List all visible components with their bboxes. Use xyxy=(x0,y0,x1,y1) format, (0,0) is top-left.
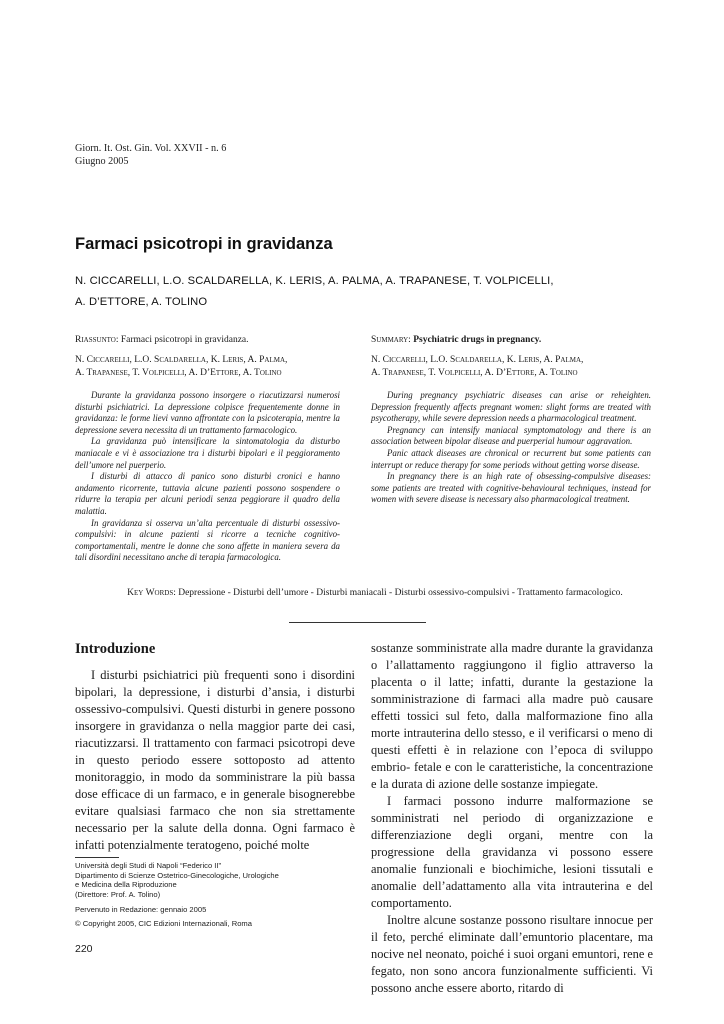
summary-text xyxy=(371,390,651,506)
summary-authors xyxy=(371,354,651,380)
riassunto-heading xyxy=(75,335,340,345)
riassunto-title: Farmaci psicotropi in gravidanza. xyxy=(120,335,249,345)
riassunto-authors-line-2: A. Trapanese, T. Volpicelli, A. D’Ettore, A. Tolino xyxy=(75,368,282,378)
page-number: 220 xyxy=(75,943,93,955)
affiliation-line: (Direttore: Prof. A. Tolino) xyxy=(75,889,161,899)
article-authors xyxy=(75,271,655,313)
summary-authors-line-1: N. Ciccarelli, L.O. Scaldarella, K. Leris, A. Palma, xyxy=(371,355,584,365)
riassunto-authors-line-1: N. Ciccarelli, L.O. Scaldarella, K. Leris, A. Palma, xyxy=(75,355,288,365)
copyright: © Copyright 2005, CIC Edizioni Internazionali, Roma xyxy=(75,919,252,928)
journal-citation xyxy=(75,143,226,168)
received-date: Pervenuto in Redazione: gennaio 2005 xyxy=(75,905,207,914)
affiliation-line: e Medicina della Riproduzione xyxy=(75,880,177,889)
summary-paragraph: In pregnancy there is an high rate of obsessing-compulsive diseases: some patients are treated with cognitive-behavioural techniques, instead for women with severe disease is necessary also pharmacological treatment. xyxy=(371,471,651,505)
keywords xyxy=(75,588,675,598)
body-column-left xyxy=(75,667,355,854)
summary-heading xyxy=(371,335,651,345)
riassunto-paragraph: Durante la gravidanza possono insorgere o riacutizzarsi numerosi disturbi psichiatrici. La depressione colpisce frequentemente donne in gravidanza: le forme lievi vanno affrontate con la psicoterapia, mentre la depressione severa necessita di un trattamento farmacologico. xyxy=(75,390,340,435)
summary-label: Summary: xyxy=(371,335,411,345)
summary-paragraph: Panic attack diseases are chronical or recurrent but some patients can interrupt or reduce therapy for some periods without getting worse disease. xyxy=(371,447,651,470)
journal-volume: Giorn. It. Ost. Gin. Vol. XXVII - n. 6 xyxy=(75,143,227,154)
summary-authors-line-2: A. Trapanese, T. Volpicelli, A. D’Ettore, A. Tolino xyxy=(371,368,578,378)
section-heading-introduzione: Introduzione xyxy=(75,641,156,657)
affiliation-line: Dipartimento di Scienze Ostetrico-Ginecologiche, Urologiche xyxy=(75,870,279,880)
body-paragraph: I disturbi psichiatrici più frequenti sono i disordini bipolari, la depressione, i disturbi d’ansia, i disturbi ossessivo-compulsivi. Questi disturbi in genere possono insorgere in gravidanza o nella maggior parte dei casi, riacutizzarsi. Il trattamento con farmaci psicotropi deve in questo periodo essere sottoposto ad attento monitoraggio, in modo da somministrare la più bassa dose efficace di un farmaco, e in generale bisognerebbe evitare qualsiasi farmaco che non sia strettamente necessario per la salute della donna. Ogni farmaco è infatti potenzialmente teratogeno, poiché molte xyxy=(75,668,355,852)
keywords-text: Depressione - Disturbi dell’umore - Disturbi maniacali - Disturbi ossessivo-compulsivi - Trattamento farmacologico. xyxy=(178,588,623,598)
section-divider xyxy=(289,622,426,623)
body-column-right xyxy=(371,640,653,997)
riassunto-paragraph: I disturbi di attacco di panico sono disturbi cronici e hanno andamento ricorrente, tuttavia alcune pazienti possono sospendere o ridurre la terapia per alcuni periodi senza peggiorare il quadro della malattia. xyxy=(75,471,340,516)
summary-paragraph: Pregnancy can intensify maniacal symptomatology and there is an association between bipolar disease and puerperial humour aggravation. xyxy=(371,424,651,447)
body-paragraph: sostanze somministrate alla madre durante la gravidanza o l’allattamento raggiungono il figlio attraverso la placenta o il latte; infatti, durante la gestazione la somministrazione di farmaci alla madre può causare effetti tossici sul feto, dalla malformazione fino alla morte intrauterina dello stesso, e il verificarsi o meno di questi effetti è in relazione con l’epoca di sviluppo embrio- fetale e con le caratteristiche, la concentrazione e la durata di azione delle sostanze impiegate. xyxy=(371,641,653,791)
body-paragraph: Inoltre alcune sostanze possono risultare innocue per il feto, perché eliminate dall’emuntorio placentare, ma nocive nel neonato, poiché i suoi organi emuntori, rene e fegato, non sono ancora funzionalmente sufficienti. Vi possono anche essere aborto, ritardo di xyxy=(371,913,653,995)
keywords-label: Key Words: xyxy=(127,588,176,598)
summary-title: Psychiatric drugs in pregnancy. xyxy=(413,335,542,345)
footnote-rule xyxy=(75,857,119,858)
affiliation xyxy=(75,861,335,899)
article-title: Farmaci psicotropi in gravidanza xyxy=(75,235,333,253)
authors-line-2: A. D’ETTORE, A. TOLINO xyxy=(75,296,208,308)
riassunto-text xyxy=(75,390,340,564)
riassunto-authors xyxy=(75,354,340,380)
summary-paragraph: During pregnancy psychiatric diseases can arise or reheighten. Depression frequently affects pregnant women: slight forms are treated with psycotherapy, while severe depression needs a pharmacological treatment. xyxy=(371,390,651,424)
body-paragraph: I farmaci possono indurre malformazione se somministrati nel periodo di organizzazione e differenziazione degli organi, mentre con la progressione della gravidanza vi possono essere anomalie funzionali e biochimiche, lesioni tissutali e anomalie dell’adattamento alla vita intrauterina e del comportamento. xyxy=(371,794,653,910)
riassunto-paragraph: La gravidanza può intensificare la sintomatologia da disturbo maniacale e vi è associazione tra i disturbi bipolari e il peggioramento dell’umore nel puerperio. xyxy=(75,436,340,470)
journal-date: Giugno 2005 xyxy=(75,155,129,167)
riassunto-paragraph: In gravidanza si osserva un’alta percentuale di disturbi ossessivo-compulsivi: in alcune pazienti si ricorre a tecniche cognitivo-comportamentali, mentre le donne che sono affette in maniera severa da tali disordini necessitano anche di terapia farmacologica. xyxy=(75,517,340,563)
authors-line-1: N. CICCARELLI, L.O. SCALDARELLA, K. LERIS, A. PALMA, A. TRAPANESE, T. VOLPICELLI, xyxy=(75,275,554,287)
affiliation-line: Università degli Studi di Napoli “Federico II” xyxy=(75,861,222,870)
riassunto-label: Riassunto: xyxy=(75,335,119,345)
